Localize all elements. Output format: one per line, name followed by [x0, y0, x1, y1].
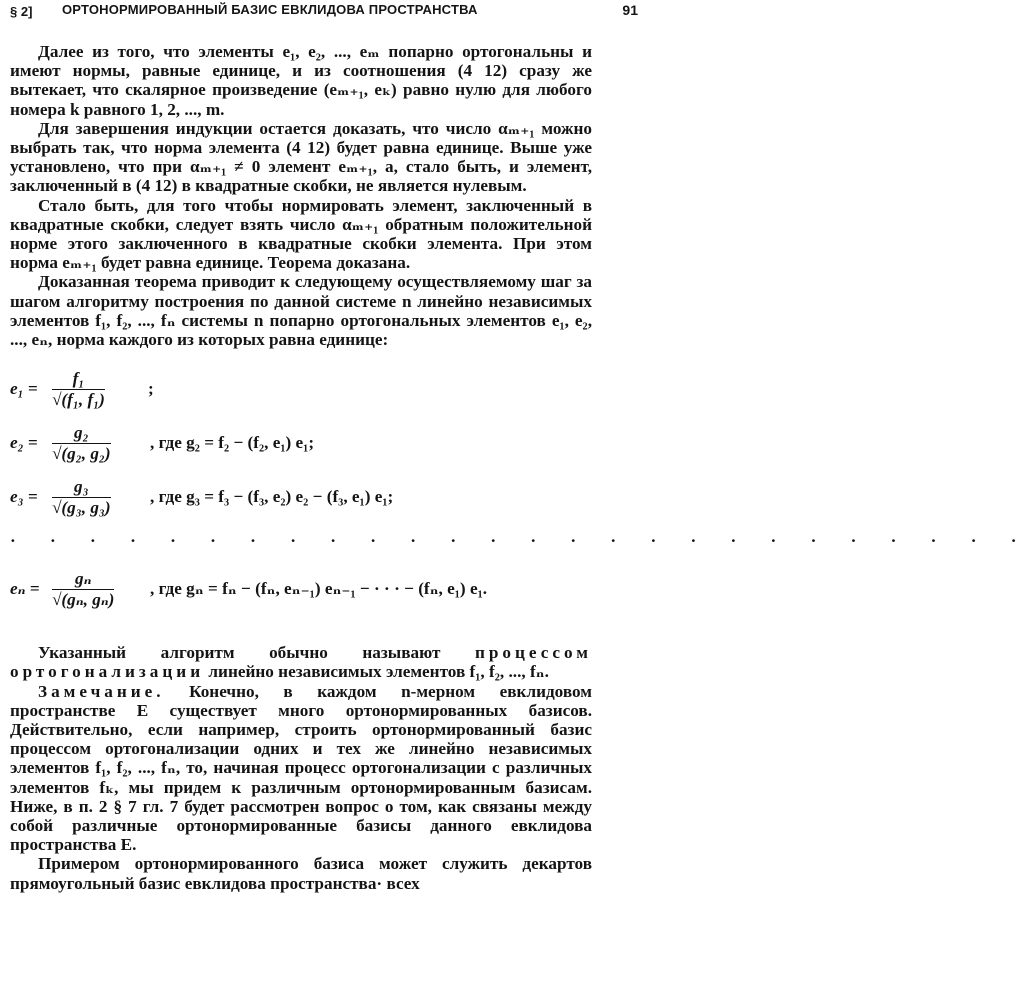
paragraph-1: Далее из того, что элементы e₁, e₂, ..., eₘ попарно ортогональны и имеют нормы, равные единице, и из соотношения (4 12) сразу же вытекает, что скалярное произведение (eₘ₊₁, eₖ) равно нулю для любого номера k равного 1, 2, ..., m. [10, 42, 592, 119]
orthogonalization-formulas [10, 369, 1031, 623]
formula-e3 [10, 477, 592, 531]
running-header [10, 2, 638, 22]
formula-e2 [10, 423, 592, 477]
page-body [10, 42, 1031, 893]
ellipsis-row: · · · · · · · · · · · · · · · · · · · · · · · · · · [10, 531, 1031, 551]
paragraph-4: Доказанная теорема приводит к следующему осуществляемому шаг за шагом алгоритму построения по данной системе n линейно независимых элементов f₁, f₂, ..., fₙ системы n попарно ортогональных элементов e₁, e₂, ..., eₙ, норма каждого из которых равна единице: [10, 272, 592, 350]
formula-fraction [52, 477, 111, 518]
fraction-denominator: √(g₃, g₃) [52, 498, 111, 518]
section-marker: § 2] [10, 4, 33, 19]
formula-en [10, 569, 592, 623]
paragraph-5 [10, 643, 592, 681]
paragraph-remark [10, 682, 592, 855]
fraction-numerator: gₙ [52, 569, 114, 590]
fraction-denominator: √(f₁, f₁) [52, 390, 105, 410]
formula-rest: ; [148, 379, 154, 399]
formula-fraction [52, 423, 111, 464]
running-title: ОРТОНОРМИРОВАННЫЙ БАЗИС ЕВКЛИДОВА ПРОСТРАНСТВА [62, 2, 478, 17]
fraction-numerator: g₃ [52, 477, 111, 498]
term-orthogonalization: процессом ортогонализации [10, 643, 592, 682]
formula-rest: , где g₃ = f₃ − (f₃, e₂) e₂ − (f₃, e₁) e₁; [150, 487, 394, 507]
paragraph-5-end: линейно независимых элементов f₁, f₂, ..., fₙ. [204, 662, 549, 682]
fraction-denominator: √(gₙ, gₙ) [52, 590, 115, 610]
fraction-denominator: √(g₂, g₂) [52, 444, 111, 464]
formula-lhs: e₂ = [10, 433, 38, 453]
fraction-numerator: g₂ [52, 423, 111, 444]
formula-lhs: e₁ = [10, 379, 38, 399]
formula-lhs: e₃ = [10, 487, 38, 507]
formula-fraction [52, 369, 105, 410]
page-number: 91 [622, 2, 638, 18]
paragraph-5-start: Указанный алгоритм обычно называют [38, 643, 475, 663]
paragraph-2: Для завершения индукции остается доказать, что число αₘ₊₁ можно выбрать так, что норма элемента (4 12) будет равна единице. Выше уже установлено, что при αₘ₊₁ ≠ 0 элемент eₘ₊₁, а, стало быть, и элемент, заключенный в (4 12) в квадратные скобки, не является нулевым. [10, 118, 592, 196]
formula-fraction [52, 569, 114, 610]
formula-rest: , где gₙ = fₙ − (fₙ, eₙ₋₁) eₙ₋₁ − · · · − (fₙ, e₁) e₁. [150, 579, 488, 599]
remark-text: Конечно, в каждом n-мерном евклидовом пространстве E существует много ортонормированных базисов. Действительно, если например, строить ортонормированный базис процессом ортогонализации одних и тех же линейно независимых элементов f₁, f₂, ..., fₙ, то, начиная процесс ортогонализации с различных элементов fₖ, мы придем к различным ортонормированным базисам. Ниже, в п. 2 § 7 гл. 7 будет рассмотрен вопрос о том, как связаны между собой различные ортонормированные базисы данного евклидова пространства E. [10, 681, 592, 855]
formula-e1 [10, 369, 592, 423]
remark-label: Замечание. [38, 681, 165, 701]
paragraph-3: Стало быть, для того чтобы нормировать элемент, заключенный в квадратные скобки, следует взять число αₘ₊₁ обратным положительной норме этого заключенного в квадратные скобки элемента. При этом норма eₘ₊₁ будет равна единице. Теорема доказана. [10, 195, 592, 273]
formula-rest: , где g₂ = f₂ − (f₂, e₁) e₁; [150, 433, 315, 453]
fraction-numerator: f₁ [52, 369, 105, 390]
paragraph-7: Примером ортонормированного базиса может служить декартов прямоугольный базис евклидова пространства· всех [10, 854, 592, 893]
formula-lhs: eₙ = [10, 579, 40, 599]
